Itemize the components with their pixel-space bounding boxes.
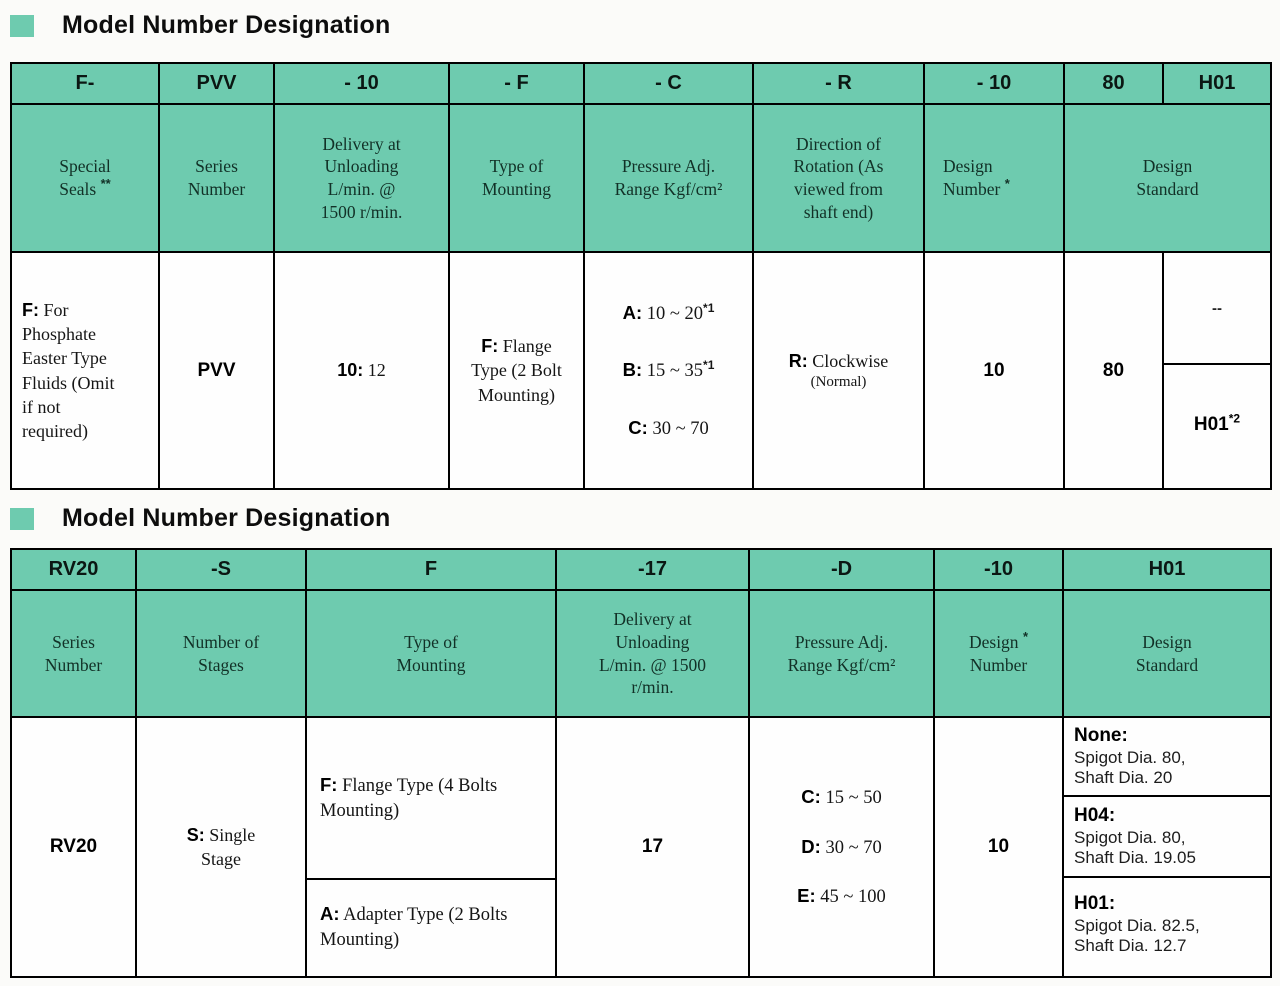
label-design-number: Design Number * bbox=[924, 104, 1064, 252]
mounting-flange-option: F: Flange Type (4 Bolts Mounting) bbox=[307, 718, 555, 880]
pvv-model-number-table bbox=[10, 62, 1272, 490]
page-title: Model Number Designation bbox=[62, 11, 391, 39]
mounting-adapter-option: A: Adapter Type (2 Bolts Mounting) bbox=[320, 902, 508, 950]
code-cell-delivery: -17 bbox=[556, 549, 749, 590]
code-cell-pressure: - C bbox=[584, 63, 753, 104]
label-delivery: Delivery at Unloading L/min. @ 1500 r/min. bbox=[274, 104, 449, 252]
label-number-of-stages: Number of Stages bbox=[136, 590, 306, 717]
pressure-options bbox=[749, 717, 934, 977]
model-code-row bbox=[11, 63, 1271, 104]
series-value: RV20 bbox=[11, 717, 136, 977]
rotation-value: R: Clockwise (Normal) bbox=[753, 252, 924, 489]
mounting-value: F: Flange Type (2 Bolt Mounting) bbox=[449, 252, 584, 489]
code-cell-h01: H01 bbox=[1163, 63, 1271, 104]
pressure-option: B: 15 ~ 35$^{*1}$ bbox=[622, 357, 715, 381]
code-cell-80: 80 bbox=[1064, 63, 1163, 104]
design-standard-80-value: 80 bbox=[1064, 252, 1163, 489]
section-bullet-icon bbox=[10, 508, 34, 530]
section-bullet-icon bbox=[10, 15, 34, 37]
code-cell-series: RV20 bbox=[11, 549, 136, 590]
column-label-row bbox=[11, 590, 1271, 717]
design-standard-none-option: None: Spigot Dia. 80, Shaft Dia. 20 bbox=[1064, 718, 1270, 797]
pressure-options bbox=[584, 252, 753, 489]
label-delivery: Delivery at Unloading L/min. @ 1500 r/min. bbox=[556, 590, 749, 717]
code-cell-mounting: F bbox=[306, 549, 556, 590]
stages-value: S: Single Stage bbox=[136, 717, 306, 977]
mounting-split-cell bbox=[306, 717, 556, 977]
label-pressure-range: Pressure Adj. Range Kgf/cm² bbox=[749, 590, 934, 717]
design-standard-h01-option: H01: Spigot Dia. 82.5, Shaft Dia. 12.7 bbox=[1074, 892, 1200, 956]
page-title: Model Number Designation bbox=[62, 504, 391, 532]
design-standard-none-value: -- bbox=[1164, 253, 1270, 365]
design-standard-h04-option: H04: Spigot Dia. 80, Shaft Dia. 19.05 bbox=[1064, 797, 1270, 878]
pressure-option: D: 30 ~ 70 bbox=[801, 835, 882, 858]
design-standard-split-cell bbox=[1163, 252, 1271, 489]
design-number-value: 10 bbox=[934, 717, 1063, 977]
section-1-title bbox=[10, 11, 390, 40]
pressure-option: C: 15 ~ 50 bbox=[801, 786, 882, 809]
column-label-row bbox=[11, 104, 1271, 252]
value-row bbox=[11, 252, 1271, 489]
label-design-number: Design * Number bbox=[934, 590, 1063, 717]
pressure-option: E: 45 ~ 100 bbox=[797, 884, 886, 907]
rv20-model-number-table bbox=[10, 548, 1272, 978]
label-design-standard: Design Standard bbox=[1064, 104, 1271, 252]
series-value: PVV bbox=[159, 252, 274, 489]
code-cell-special-seals: F- bbox=[11, 63, 159, 104]
code-cell-delivery: - 10 bbox=[274, 63, 449, 104]
label-mounting: Type of Mounting bbox=[306, 590, 556, 717]
code-cell-design-number: - 10 bbox=[924, 63, 1064, 104]
design-standard-h01-value: H01$^{*2}$ bbox=[1193, 411, 1241, 435]
label-special-seals: Special Seals ** bbox=[11, 104, 159, 252]
code-cell-stages: -S bbox=[136, 549, 306, 590]
section-2-title bbox=[10, 504, 390, 533]
pressure-option: C: 30 ~ 70 bbox=[628, 416, 709, 439]
design-standard-split-cell bbox=[1063, 717, 1271, 977]
delivery-value: 17 bbox=[556, 717, 749, 977]
label-pressure-range: Pressure Adj. Range Kgf/cm² bbox=[584, 104, 753, 252]
model-code-row bbox=[11, 549, 1271, 590]
code-cell-design-standard: H01 bbox=[1063, 549, 1271, 590]
design-number-value: 10 bbox=[924, 252, 1064, 489]
label-series-number: Series Number bbox=[159, 104, 274, 252]
label-design-standard: Design Standard bbox=[1063, 590, 1271, 717]
code-cell-pressure: -D bbox=[749, 549, 934, 590]
label-series-number: Series Number bbox=[11, 590, 136, 717]
special-seals-value: F: For Phosphate Easter Type Fluids (Omit if not required) bbox=[11, 252, 159, 489]
code-cell-series: PVV bbox=[159, 63, 274, 104]
code-cell-rotation: - R bbox=[753, 63, 924, 104]
code-cell-mounting: - F bbox=[449, 63, 584, 104]
value-row bbox=[11, 717, 1271, 977]
label-rotation: Direction of Rotation (As viewed from shaft end) bbox=[753, 104, 924, 252]
code-cell-design-number: -10 bbox=[934, 549, 1063, 590]
pressure-option: A: 10 ~ 20$^{*1}$ bbox=[622, 300, 715, 324]
delivery-value: 10: 12 bbox=[274, 252, 449, 489]
label-mounting: Type of Mounting bbox=[449, 104, 584, 252]
